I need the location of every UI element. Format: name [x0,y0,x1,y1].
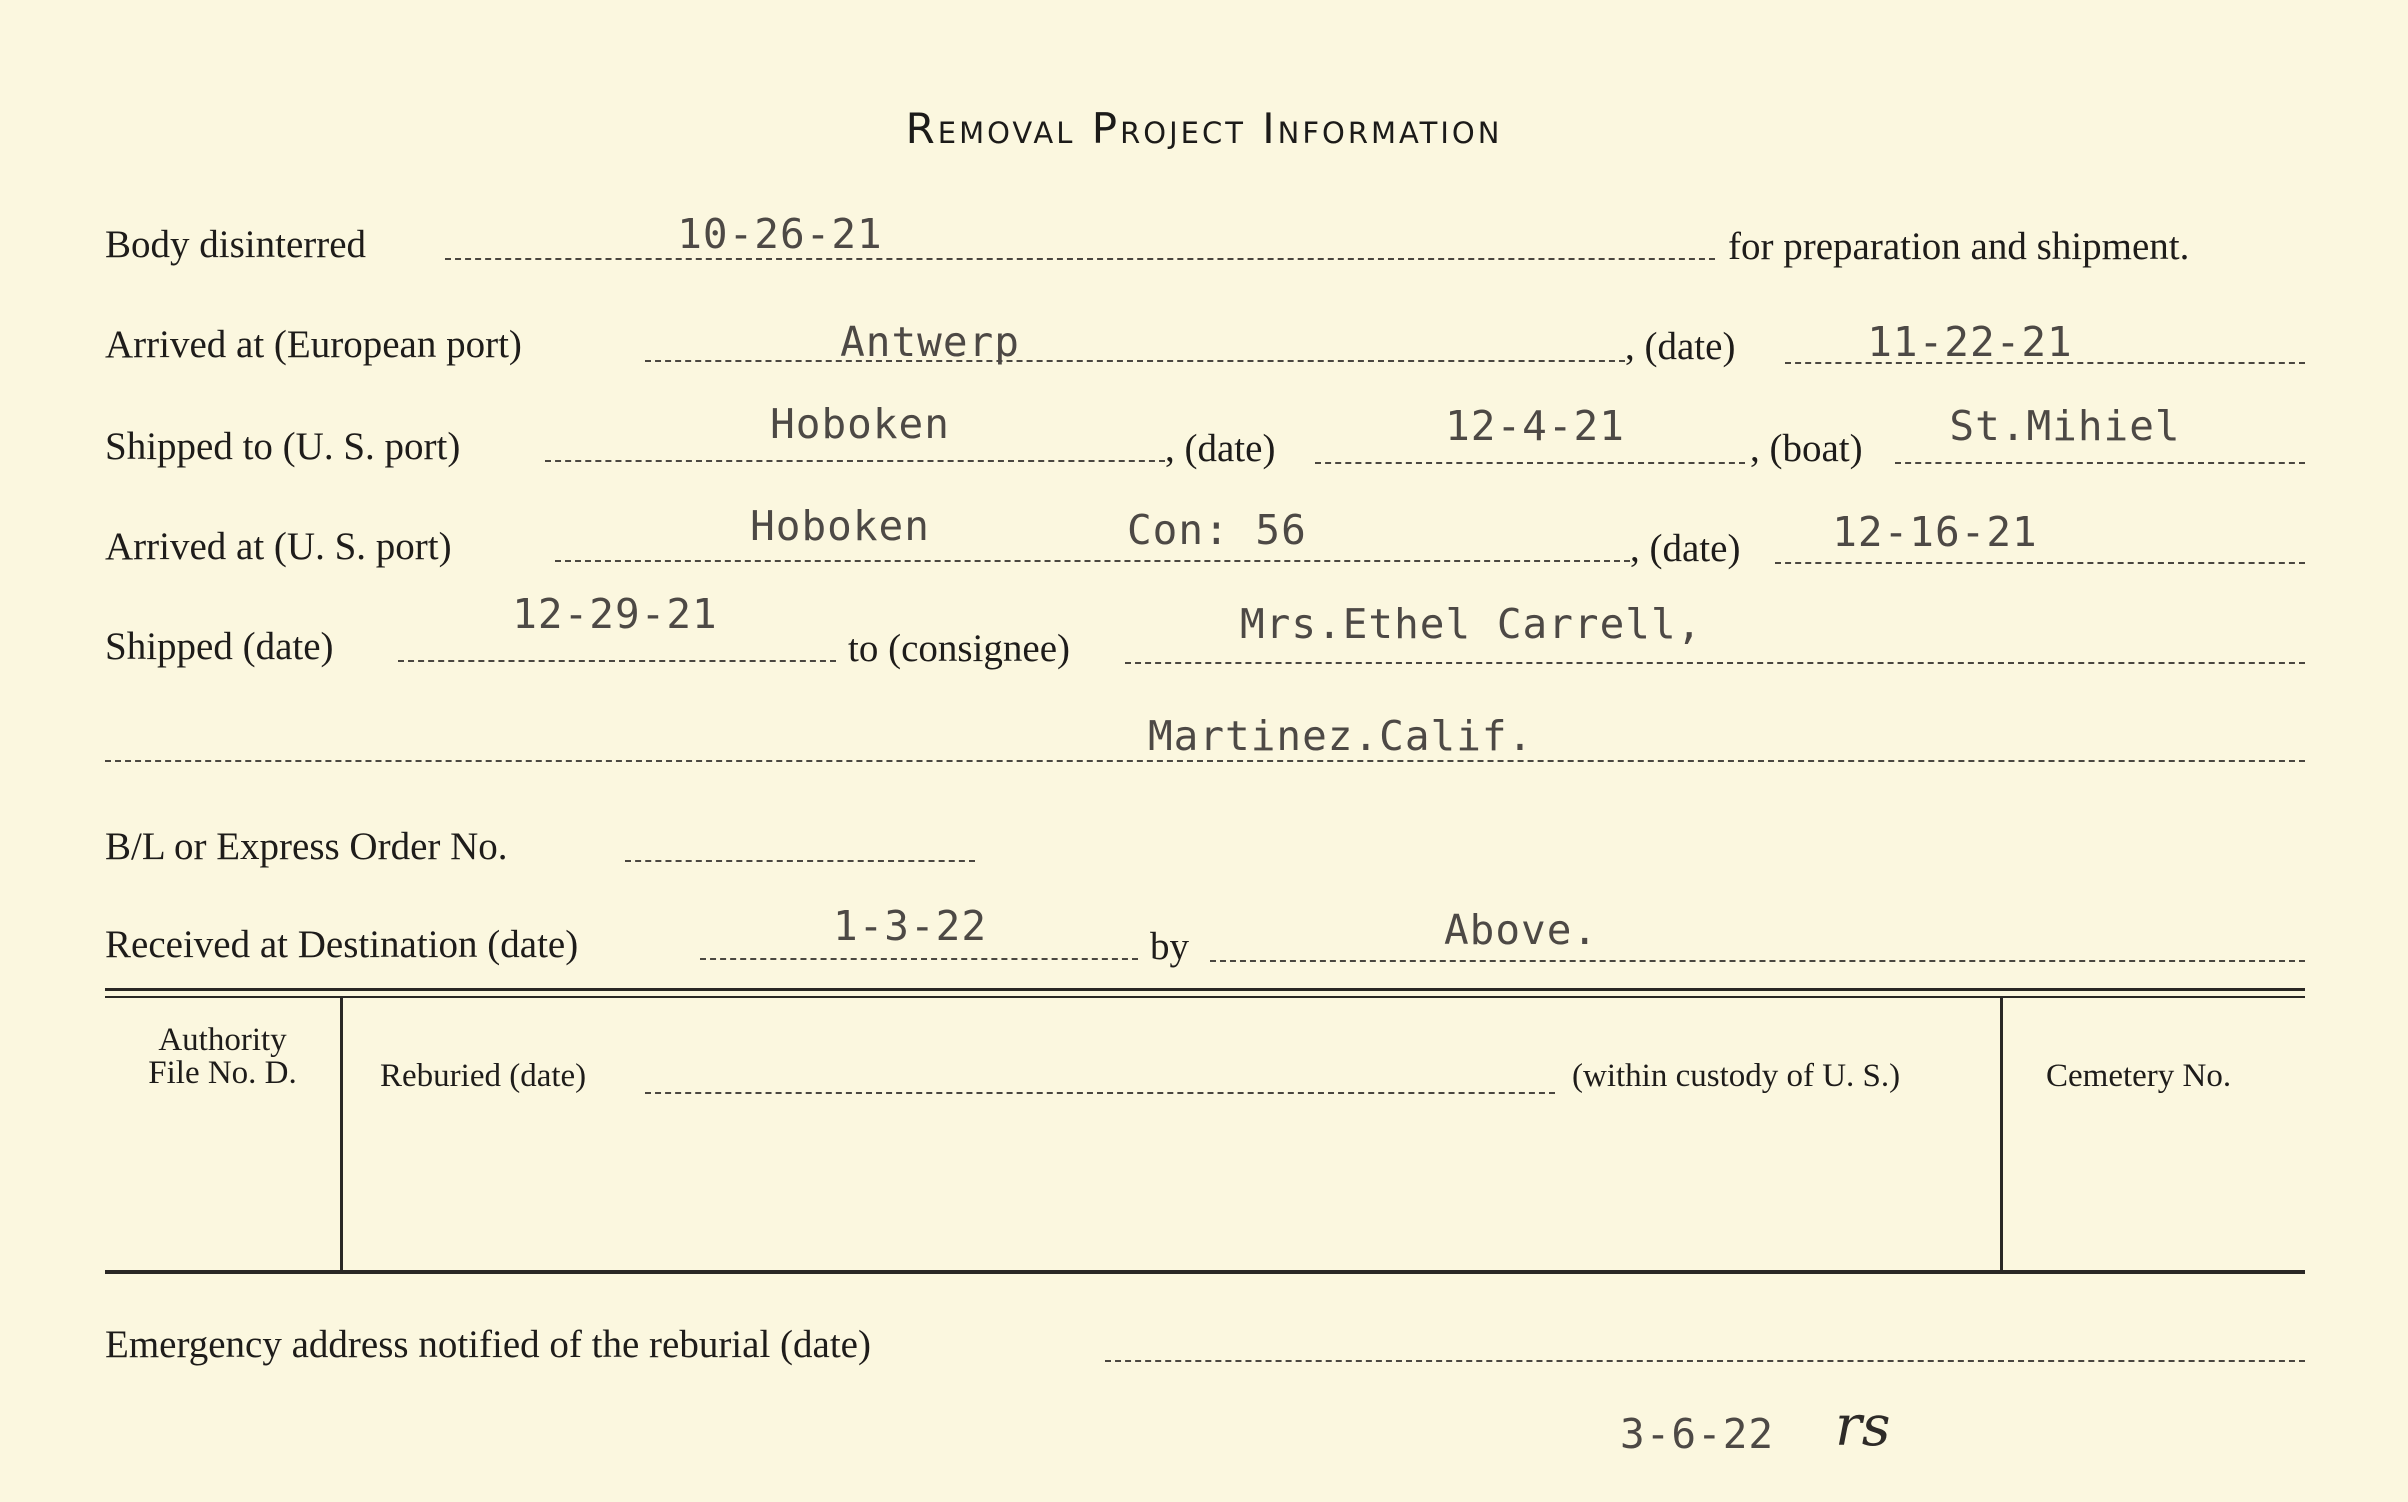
emergency-label: Emergency address notified of the reburial (date) [105,1323,871,1366]
arrived-us-date-label: , (date) [1630,527,1741,570]
box-top-rule [105,988,2305,991]
consignee-name: Mrs.Ethel Carrell, [1240,600,1703,648]
emergency-line [1105,1360,2305,1362]
arrived-us-port: Hoboken [750,502,930,550]
arrived-us-date-line [1775,562,2305,564]
reburied-label: Reburied (date) [380,1058,587,1094]
shipped-us-line [545,460,1165,462]
arrived-us-label: Arrived at (U. S. port) [105,525,452,568]
body-disinterred-suffix: for preparation and shipment. [1728,225,2190,268]
received-label: Received at Destination (date) [105,923,579,966]
arrived-eu-date-label: , (date) [1625,325,1736,368]
cemetery-label: Cemetery No. [2046,1058,2232,1094]
received-date-line [700,958,1138,960]
box-divider-right [2000,998,2003,1270]
box-bottom-rule [105,1270,2305,1274]
arrived-eu-date: 11-22-21 [1867,318,2073,366]
shipped-us-port: Hoboken [770,400,950,448]
reburied-line [645,1092,1555,1094]
bl-line [625,860,975,862]
arrived-eu-port: Antwerp [840,318,1020,366]
consignee-address: Martinez.Calif. [1148,712,1534,760]
box-divider-left [340,998,343,1270]
bl-label: B/L or Express Order No. [105,825,508,868]
arrived-eu-label: Arrived at (European port) [105,323,522,366]
shipped-us-boat: St.Mihiel [1949,402,2181,450]
arrived-us-line [555,560,1630,562]
shipped-us-boat-line [1895,462,2305,464]
consignee-line [1125,662,2305,664]
shipped-date: 12-29-21 [512,590,718,638]
body-disinterred-label: Body disinterred [105,223,367,266]
received-date: 1-3-22 [832,902,988,950]
received-by-line [1210,960,2305,962]
stamp-initials: rs [1835,1394,1891,1459]
received-by: Above. [1444,906,1599,954]
shipped-us-label: Shipped to (U. S. port) [105,425,461,468]
card-title: Removal Project Information [905,104,1503,153]
shipped-us-date-line [1315,462,1745,464]
box-top-rule-inner [105,996,2305,998]
consignee-label: to (consignee) [848,627,1071,670]
body-disinterred-value: 10-26-21 [677,210,883,258]
shipped-us-date: 12-4-21 [1445,402,1625,450]
authority-file-label: Authority File No. D. [148,1022,297,1091]
shipped-date-line [398,660,836,662]
shipped-us-date-label: , (date) [1165,427,1276,470]
body-disinterred-line [445,258,1715,260]
arrived-us-date: 12-16-21 [1832,508,2038,556]
received-by-label: by [1150,925,1189,968]
arrived-us-con: Con: 56 [1127,506,1307,554]
custody-label: (within custody of U. S.) [1572,1058,1901,1094]
address-line [105,760,2305,762]
shipped-date-label: Shipped (date) [105,625,334,668]
stamp-date: 3-6-22 [1620,1410,1775,1458]
shipped-us-boat-label: , (boat) [1750,427,1863,470]
